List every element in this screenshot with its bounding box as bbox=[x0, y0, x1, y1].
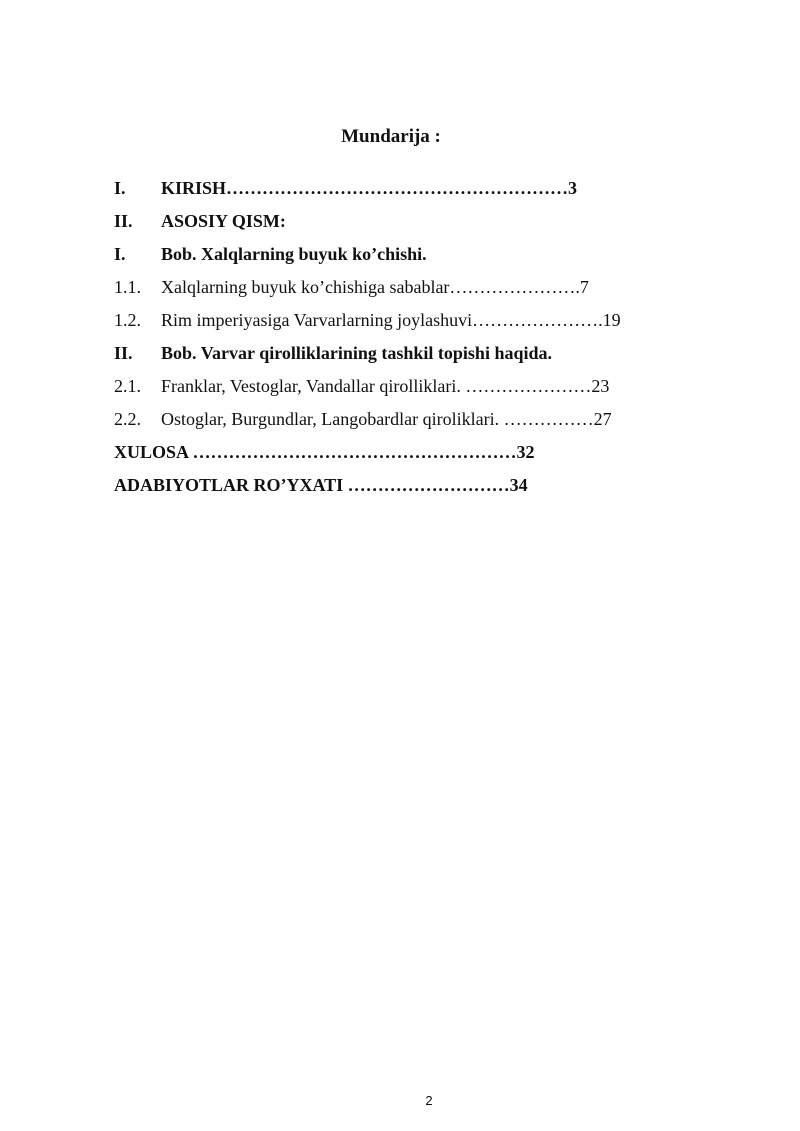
toc-entry-xulosa bbox=[114, 436, 714, 469]
toc-entry-number: II. bbox=[114, 211, 133, 231]
toc-entry-chapter-2 bbox=[114, 337, 714, 370]
toc-entry-text: ADABIYOTLAR RO’YXATI ………………………34 bbox=[114, 475, 528, 495]
toc-entry-text: Ostoglar, Burgundlar, Langobardlar qiroliklari. ……………27 bbox=[161, 409, 612, 429]
toc-entry-asosiy-qism bbox=[114, 205, 714, 238]
toc-entry-number: II. bbox=[114, 343, 133, 363]
toc-entry-text: Bob. Varvar qirolliklarining tashkil topishi haqida. bbox=[161, 343, 552, 363]
toc-entry-2-2 bbox=[114, 403, 714, 436]
toc-entry-number: 1.1. bbox=[114, 277, 141, 297]
table-of-contents bbox=[114, 172, 714, 502]
toc-entry-1-2 bbox=[114, 304, 714, 337]
toc-entry-chapter-1 bbox=[114, 238, 714, 271]
page-title: Mundarija : bbox=[341, 126, 441, 147]
toc-entry-text: ASOSIY QISM: bbox=[161, 211, 286, 231]
toc-entry-text: Rim imperiyasiga Varvarlarning joylashuvi………………….19 bbox=[161, 310, 621, 330]
toc-entry-2-1 bbox=[114, 370, 714, 403]
toc-entry-text: Bob. Xalqlarning buyuk ko’chishi. bbox=[161, 244, 427, 264]
page-number: 2 bbox=[425, 1093, 433, 1108]
toc-entry-text: XULOSA ………………………………………………32 bbox=[114, 442, 535, 462]
toc-entry-number: 2.2. bbox=[114, 409, 141, 429]
toc-entry-number: I. bbox=[114, 178, 126, 198]
toc-entry-adabiyotlar bbox=[114, 469, 714, 502]
toc-entry-text: KIRISH…………………………………………………3 bbox=[161, 178, 578, 198]
toc-entry-text: Franklar, Vestoglar, Vandallar qirolliklari. …………………23 bbox=[161, 376, 610, 396]
toc-entry-kirish bbox=[114, 172, 714, 205]
toc-entry-1-1 bbox=[114, 271, 714, 304]
toc-entry-number: 1.2. bbox=[114, 310, 141, 330]
toc-entry-number: I. bbox=[114, 244, 126, 264]
toc-entry-text: Xalqlarning buyuk ko’chishiga sabablar………………….7 bbox=[161, 277, 589, 297]
toc-entry-number: 2.1. bbox=[114, 376, 141, 396]
